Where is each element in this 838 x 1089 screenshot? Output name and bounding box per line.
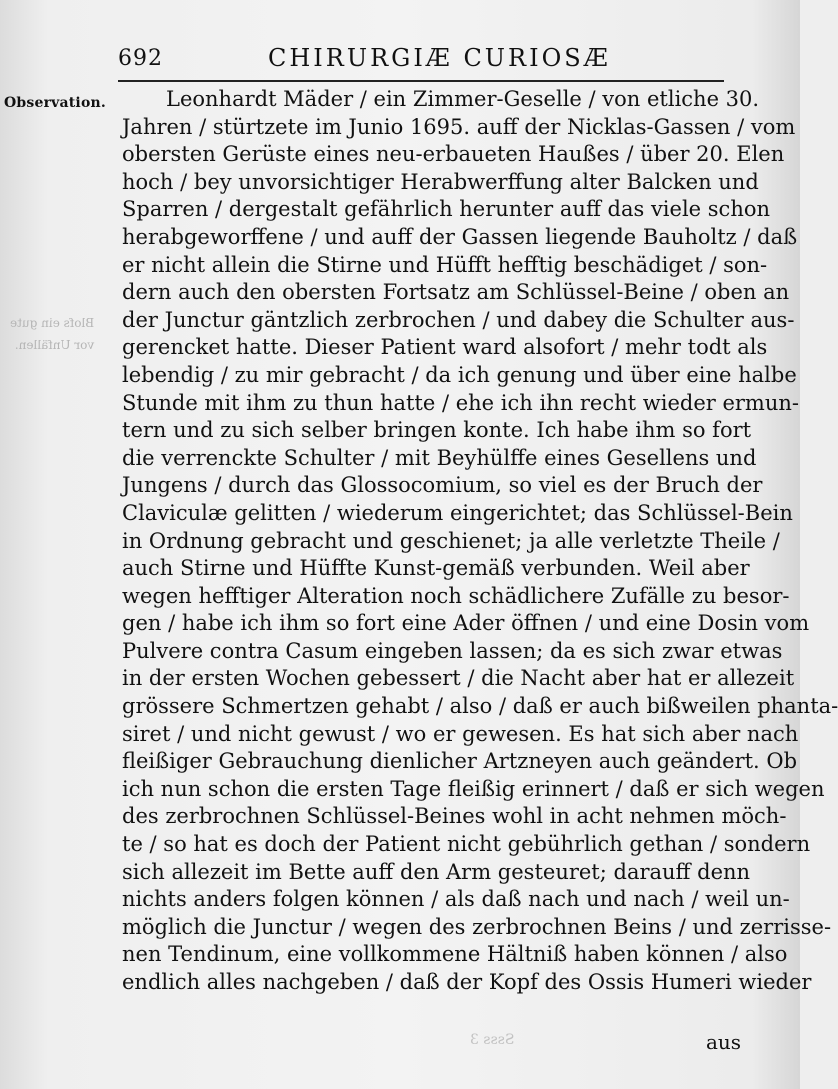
running-head: CHIRURGIÆ CURIOSÆ — [268, 44, 611, 72]
text-line: ich nun schon die ersten Tage fleißig erinnert / daß er sich wegen — [122, 776, 825, 801]
text-line: obersten Gerüste eines neu-erbaueten Haußes / über 20. Elen — [122, 142, 785, 167]
text-line: gerencket hatte. Dieser Patient ward alsofort / mehr todt als — [122, 335, 768, 360]
text-line: gen / habe ich ihm so fort eine Ader öffnen / und eine Dosin vom — [122, 611, 810, 636]
text-line: lebendig / zu mir gebracht / da ich genung und über eine halbe — [122, 362, 797, 387]
body-text — [122, 86, 838, 997]
header-rule — [118, 80, 724, 82]
text-line: Claviculæ gelitten / wiederum eingerichtet; das Schlüssel-Bein — [122, 500, 793, 525]
text-line: der Junctur gäntzlich zerbrochen / und dabey die Schulter aus- — [122, 307, 795, 332]
bleed-through-line: Blofs ein gute — [10, 316, 95, 330]
text-line: grössere Schmertzen gehabt / also / daß er auch bißweilen phanta- — [122, 694, 838, 719]
text-line: Pulvere contra Casum eingeben lassen; da es sich zwar etwas — [122, 638, 783, 663]
margin-note: Observation. — [4, 95, 106, 111]
bleed-through-signature: Ssss 3 — [470, 1032, 515, 1048]
text-line: herabgeworffene / und auff der Gassen liegende Bauholtz / daß — [122, 224, 798, 249]
text-line: hoch / bey unvorsichtiger Herabwerffung alter Balcken und — [122, 169, 759, 194]
text-line: möglich die Junctur / wegen des zerbrochnen Beins / und zerrisse- — [122, 914, 832, 939]
text-line: in Ordnung gebracht und geschienet; ja alle verletzte Theile / — [122, 528, 780, 553]
text-line: Jahren / stürtzete im Junio 1695. auff der Nicklas-Gassen / vom — [122, 114, 796, 139]
text-line: te / so hat es doch der Patient nicht gebührlich gethan / sondern — [122, 832, 811, 857]
text-line: tern und zu sich selber bringen konte. Ich habe ihm so fort — [122, 418, 752, 443]
text-line: dern auch den obersten Fortsatz am Schlüssel-Beine / oben an — [122, 280, 790, 305]
text-line: nen Tendinum, eine vollkommene Hältniß haben können / also — [122, 942, 788, 967]
text-line: Stunde mit ihm zu thun hatte / ehe ich ihn recht wieder ermun- — [122, 390, 799, 415]
page-number: 692 — [118, 46, 163, 71]
text-line: in der ersten Wochen gebessert / die Nacht aber hat er allezeit — [122, 666, 795, 691]
text-line: nichts anders folgen können / als daß nach und nach / weil un- — [122, 887, 790, 912]
text-line: des zerbrochnen Schlüssel-Beines wohl in acht nehmen möch- — [122, 804, 787, 829]
bleed-through-line: vor Unfällen. — [14, 338, 95, 352]
text-line: auch Stirne und Hüffte Kunst-gemäß verbunden. Weil aber — [122, 556, 750, 581]
text-line: endlich alles nachgeben / daß der Kopf des Ossis Humeri wieder — [122, 970, 812, 994]
text-line: sich allezeit im Bette auff den Arm gesteuret; darauff denn — [122, 859, 751, 884]
bleed-through-text — [10, 312, 94, 356]
text-line: Leonhardt Mäder / ein Zimmer-Geselle / von etliche 30. — [166, 87, 760, 111]
catchword: aus — [706, 1030, 742, 1054]
text-line: die verrenckte Schulter / mit Beyhülffe eines Gesellens und — [122, 445, 757, 470]
text-line: wegen hefftiger Alteration noch schädlichere Zufälle zu besor- — [122, 583, 790, 608]
text-line: Jungens / durch das Glossocomium, so viel es der Bruch der — [122, 473, 763, 498]
text-line: fleißiger Gebrauchung dienlicher Artzneyen auch geändert. Ob — [122, 749, 798, 774]
text-line: er nicht allein die Stirne und Hüfft hefftig beschädiget / son- — [122, 252, 768, 277]
text-line: siret / und nicht gewust / wo er gewesen. Es hat sich aber nach — [122, 721, 799, 746]
text-line: Sparren / dergestalt gefährlich herunter auff das viele schon — [122, 197, 771, 222]
